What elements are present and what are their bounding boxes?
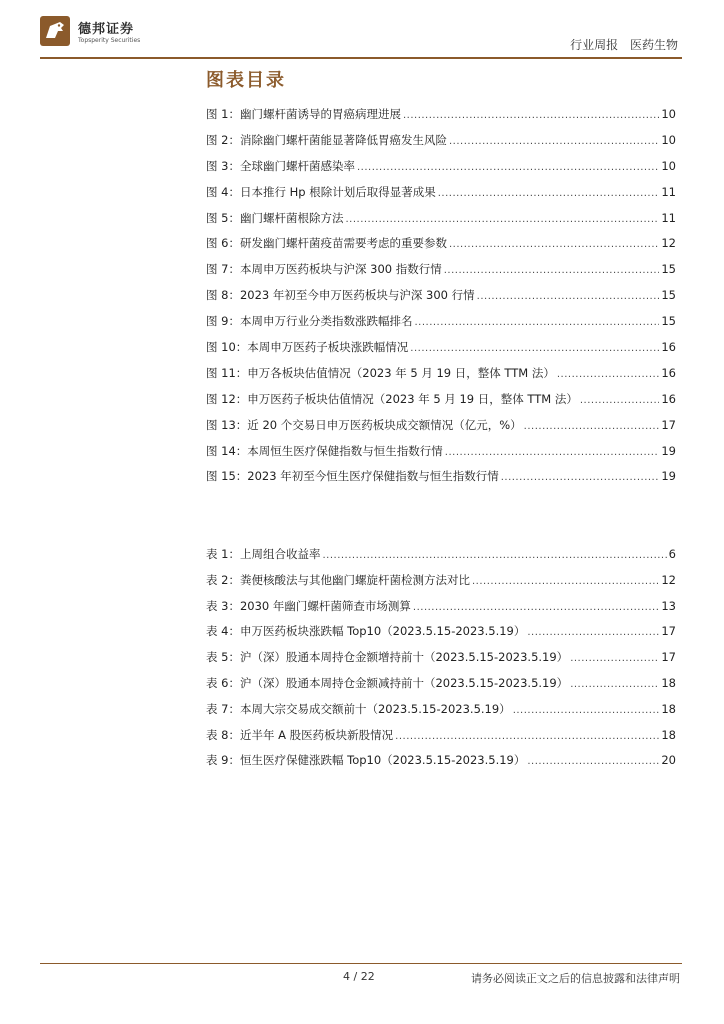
toc-entry-label: 图 2：消除幽门螺杆菌能显著降低胃癌发生风险 [206, 132, 447, 147]
leader-dots [395, 731, 659, 742]
toc-entry-page: 13 [661, 598, 676, 613]
toc-entry-page: 19 [661, 469, 676, 484]
toc-entry-figure[interactable] [206, 132, 676, 158]
dragon-logo-icon [40, 16, 70, 46]
legal-disclaimer: 请务必阅读正文之后的信息披露和法律声明 [471, 972, 680, 985]
toc-entry-figure[interactable] [206, 261, 676, 287]
toc-entry-label: 图 13：近 20 个交易日申万医药板块成交额情况（亿元，%） [206, 417, 522, 432]
page-number: 4 / 22 [343, 970, 375, 983]
toc-entry-figure[interactable] [206, 210, 676, 236]
toc-entry-table[interactable] [206, 572, 676, 598]
toc-entry-figure[interactable] [206, 443, 676, 469]
leader-dots [580, 395, 659, 406]
toc-entry-page: 17 [661, 417, 676, 432]
toc-entry-table[interactable] [206, 623, 676, 649]
leader-dots [445, 447, 660, 458]
toc-entry-table[interactable] [206, 727, 676, 753]
toc-entry-label: 图 1：幽门螺杆菌诱导的胃癌病理进展 [206, 107, 401, 121]
leader-dots [357, 162, 659, 173]
toc-entry-page: 17 [661, 650, 676, 665]
toc-entry-page: 15 [661, 288, 676, 303]
leader-dots [438, 188, 660, 199]
toc-entry-figure[interactable] [206, 287, 676, 313]
toc-entry-label: 表 9：恒生医疗保健涨跌幅 Top10（2023.5.15-2023.5.19） [206, 753, 526, 768]
toc-entry-label: 表 5：沪（深）股通本周持仓金额增持前十（2023.5.15-2023.5.19） [206, 650, 569, 665]
leader-dots [345, 214, 659, 225]
toc-entry-label: 表 6：沪（深）股通本周持仓金额减持前十（2023.5.15-2023.5.19） [206, 675, 569, 690]
table-list [206, 546, 676, 778]
report-category [562, 36, 678, 53]
figure-list [206, 106, 676, 494]
toc-entry-page: 6 [668, 547, 676, 561]
leader-dots [501, 472, 660, 483]
toc-entry-label: 图 12：申万医药子板块估值情况（2023 年 5 月 19 日，整体 TTM 法） [206, 391, 578, 406]
toc-entry-figure[interactable] [206, 158, 676, 184]
leader-dots [477, 291, 660, 302]
leader-dots [413, 602, 659, 613]
toc-entry-figure[interactable] [206, 235, 676, 261]
toc-entry-label: 图 5：幽门螺杆菌根除方法 [206, 210, 344, 225]
toc-entry-label: 图 8：2023 年初至今申万医药板块与沪深 300 行情 [206, 288, 475, 303]
toc-entry-label: 图 3：全球幽门螺杆菌感染率 [206, 158, 355, 173]
toc-entry-page: 10 [661, 132, 676, 147]
toc-entry-label: 表 7：本周大宗交易成交额前十（2023.5.15-2023.5.19） [206, 701, 511, 716]
toc-entry-table[interactable] [206, 546, 676, 572]
toc-entry-page: 10 [661, 107, 676, 121]
toc-entry-table[interactable] [206, 752, 676, 778]
toc-entry-page: 12 [661, 572, 676, 587]
toc-entry-label: 表 2：粪便核酸法与其他幽门螺旋杆菌检测方法对比 [206, 572, 470, 587]
toc-entry-page: 16 [661, 340, 676, 355]
toc-entry-page: 19 [661, 443, 676, 458]
toc-entry-page: 18 [661, 701, 676, 716]
toc-entry-page: 11 [661, 184, 676, 199]
header-divider [40, 57, 682, 59]
toc-entry-table[interactable] [206, 675, 676, 701]
footer-divider [40, 963, 682, 964]
leader-dots [444, 265, 660, 276]
leader-dots [472, 576, 659, 587]
brand-name-cn: 德邦证券 [78, 22, 135, 37]
leader-dots [527, 756, 659, 767]
leader-dots [513, 705, 660, 716]
toc-entry-table[interactable] [206, 649, 676, 675]
toc-entry-figure[interactable] [206, 417, 676, 443]
toc-entry-page: 16 [661, 365, 676, 380]
leader-dots [570, 653, 659, 664]
leader-dots [557, 369, 659, 380]
leader-dots [403, 110, 659, 121]
toc-entry-figure[interactable] [206, 313, 676, 339]
leader-dots [449, 136, 659, 147]
leader-dots [322, 550, 666, 561]
toc-entry-page: 17 [661, 624, 676, 639]
brand-logo [40, 16, 150, 48]
toc-entry-figure[interactable] [206, 339, 676, 365]
toc-entry-page: 18 [661, 675, 676, 690]
toc-entry-label: 图 10：本周申万医药子板块涨跌幅情况 [206, 340, 409, 355]
toc-entry-label: 图 9：本周申万行业分类指数涨跌幅排名 [206, 314, 413, 329]
toc-entry-page: 12 [661, 236, 676, 251]
page-header [0, 0, 724, 60]
toc-entry-figure[interactable] [206, 106, 676, 132]
report-type: 行业周报 [570, 38, 619, 52]
toc-entry-label: 表 8：近半年 A 股医药板块新股情况 [206, 727, 394, 742]
toc-entry-label: 表 3：2030 年幽门螺杆菌筛查市场测算 [206, 598, 411, 613]
toc-entry-figure[interactable] [206, 365, 676, 391]
toc-entry-label: 图 7：本周申万医药板块与沪深 300 指数行情 [206, 262, 442, 277]
toc-entry-page: 11 [661, 210, 676, 225]
toc-entry-page: 10 [661, 158, 676, 173]
toc-entry-page: 16 [661, 391, 676, 406]
toc-entry-page: 20 [661, 753, 676, 768]
brand-name-en: Topsperity Securities [78, 37, 141, 44]
toc-entry-label: 图 15：2023 年初至今恒生医疗保健指数与恒生指数行情 [206, 469, 499, 484]
leader-dots [410, 343, 659, 354]
toc-entry-table[interactable] [206, 701, 676, 727]
toc-entry-label: 图 4：日本推行 Hp 根除计划后取得显著成果 [206, 184, 436, 199]
leader-dots [414, 317, 659, 328]
toc-entry-figure[interactable] [206, 468, 676, 494]
toc-entry-label: 图 6：研发幽门螺杆菌疫苗需要考虑的重要参数 [206, 236, 447, 251]
report-sector: 医药生物 [629, 38, 678, 52]
toc-entry-page: 15 [661, 262, 676, 277]
toc-title: 图表目录 [206, 70, 286, 91]
leader-dots [524, 421, 660, 432]
leader-dots [527, 627, 659, 638]
leader-dots [449, 239, 659, 250]
toc-entry-table[interactable] [206, 598, 676, 624]
toc-entry-page: 15 [661, 314, 676, 329]
toc-entry-label: 图 14：本周恒生医疗保健指数与恒生指数行情 [206, 443, 443, 458]
toc-entry-label: 图 11：申万各板块估值情况（2023 年 5 月 19 日，整体 TTM 法） [206, 365, 555, 380]
toc-entry-figure[interactable] [206, 184, 676, 210]
toc-entry-page: 18 [661, 727, 676, 742]
toc-entry-label: 表 1：上周组合收益率 [206, 547, 321, 561]
toc-entry-label: 表 4：申万医药板块涨跌幅 Top10（2023.5.15-2023.5.19） [206, 624, 526, 639]
toc-entry-figure[interactable] [206, 391, 676, 417]
leader-dots [570, 679, 659, 690]
